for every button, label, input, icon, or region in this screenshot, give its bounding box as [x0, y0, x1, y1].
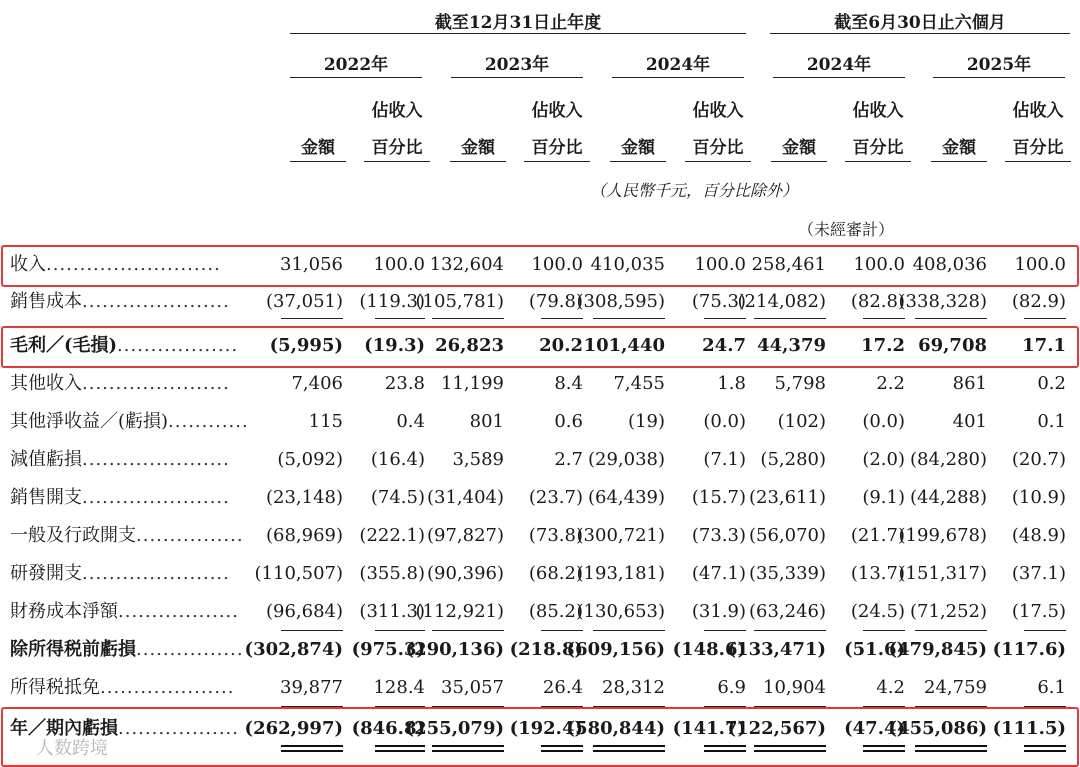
col-header-pct-top: 佔收入 [531, 101, 583, 121]
year-header: 2024年 [645, 55, 711, 75]
subtotal-rule [915, 706, 987, 707]
cell-percentage: (19.3) [364, 335, 425, 356]
cell-percentage: (47.1) [691, 563, 746, 584]
cell-amount: (130,653) [576, 601, 665, 622]
row-label-text: 財務成本淨額 [10, 601, 118, 622]
col-header-pct-bottom: 百分比 [1012, 138, 1064, 158]
cell-amount: (102) [777, 411, 826, 432]
cell-percentage: 26.4 [542, 677, 583, 698]
col-header-amount-rule [771, 161, 827, 162]
cell-amount: (23,148) [265, 487, 343, 508]
col-header-amount: 金額 [301, 138, 335, 158]
cell-percentage: (13.7) [850, 563, 905, 584]
cell-amount: 132,604 [429, 254, 504, 275]
cell-amount: 101,440 [583, 335, 665, 356]
year-header-rule [451, 77, 583, 78]
cell-amount: 861 [952, 373, 987, 394]
header-period-fy-rule [290, 33, 746, 34]
cell-amount: (290,136) [405, 639, 504, 660]
cell-percentage: 6.1 [1037, 677, 1066, 698]
subtotal-rule [541, 318, 583, 319]
row-label [10, 676, 234, 700]
cell-percentage: (48.9) [1011, 525, 1066, 546]
header-period-fy: 截至12月31日止年度 [434, 13, 602, 33]
unit-note: （人民幣千元，百分比除外） [590, 181, 799, 200]
subtotal-rule [541, 630, 583, 631]
year-header: 2025年 [966, 55, 1032, 75]
cell-amount: 258,461 [751, 254, 826, 275]
total-double-rule [281, 745, 343, 752]
cell-amount: (31,404) [426, 487, 504, 508]
cell-amount: 115 [308, 411, 343, 432]
row-label-text: 毛利／(毛損) [10, 335, 118, 356]
cell-percentage: (2.0) [862, 449, 905, 470]
cell-amount: (255,079) [405, 718, 504, 739]
row-label [10, 600, 239, 624]
row-leader-dots: ...................... [82, 487, 230, 508]
row-label-text: 除所得税前虧損 [10, 639, 136, 660]
cell-percentage: (16.4) [370, 449, 425, 470]
col-header-amount: 金額 [621, 138, 655, 158]
total-double-rule [754, 745, 826, 752]
row-label [10, 562, 230, 586]
cell-amount: (214,082) [737, 291, 826, 312]
cell-amount: (5,092) [277, 449, 343, 470]
year-header-rule [773, 77, 905, 78]
cell-percentage: 23.8 [384, 373, 425, 394]
col-header-pct-rule [364, 161, 430, 162]
cell-percentage: 20.2 [539, 335, 583, 356]
cell-amount: (112,921) [415, 601, 504, 622]
cell-amount: (56,070) [748, 525, 826, 546]
cell-amount: (300,721) [576, 525, 665, 546]
watermark: 人数跨境 [36, 738, 108, 759]
cell-percentage: 17.2 [861, 335, 905, 356]
col-header-pct-rule [1005, 161, 1071, 162]
year-header: 2022年 [323, 55, 389, 75]
row-label [10, 410, 249, 434]
cell-amount: (64,439) [587, 487, 665, 508]
subtotal-rule [593, 706, 665, 707]
row-label-text: 收入 [10, 254, 46, 275]
row-leader-dots: .................. [118, 718, 239, 739]
row-leader-dots: ...................... [82, 291, 230, 312]
cell-percentage: 128.4 [373, 677, 425, 698]
cell-percentage: (846.8) [351, 718, 425, 739]
cell-percentage: 0.4 [396, 411, 425, 432]
row-label-text: 減值虧損 [10, 449, 82, 470]
total-double-rule [593, 745, 665, 752]
cell-percentage: (74.5) [370, 487, 425, 508]
col-header-amount: 金額 [782, 138, 816, 158]
cell-percentage: 0.1 [1037, 411, 1066, 432]
row-leader-dots: ............ [168, 411, 249, 432]
row-label-text: 銷售開支 [10, 487, 82, 508]
cell-amount: (84,280) [909, 449, 987, 470]
subtotal-rule [863, 630, 905, 631]
cell-amount: 44,379 [757, 335, 826, 356]
cell-percentage: 100.0 [373, 254, 425, 275]
cell-percentage: (73.8) [528, 525, 583, 546]
row-label [10, 486, 230, 510]
cell-amount: 31,056 [280, 254, 343, 275]
subtotal-rule [863, 318, 905, 319]
cell-percentage: (10.9) [1011, 487, 1066, 508]
subtotal-rule [754, 318, 826, 319]
cell-percentage: (23.7) [528, 487, 583, 508]
row-label [10, 448, 230, 472]
cell-amount: (5,995) [269, 335, 343, 356]
cell-amount: 69,708 [918, 335, 987, 356]
cell-amount: (455,086) [888, 718, 987, 739]
cell-amount: 401 [952, 411, 987, 432]
col-header-amount-rule [290, 161, 346, 162]
cell-percentage: (218.8) [509, 639, 583, 660]
cell-percentage: 6.9 [717, 677, 746, 698]
cell-percentage: (9.1) [862, 487, 905, 508]
cell-percentage: (37.1) [1011, 563, 1066, 584]
year-header: 2024年 [806, 55, 872, 75]
cell-amount: 28,312 [602, 677, 665, 698]
cell-percentage: (355.8) [359, 563, 425, 584]
total-double-rule [432, 745, 504, 752]
cell-percentage: 0.2 [1037, 373, 1066, 394]
total-double-rule [1024, 745, 1066, 752]
row-label-text: 其他收入 [10, 373, 82, 394]
subtotal-rule [375, 706, 425, 707]
cell-amount: (63,246) [748, 601, 826, 622]
col-header-pct-top: 佔收入 [1012, 101, 1064, 121]
col-header-pct-bottom: 百分比 [692, 138, 744, 158]
cell-amount: (96,684) [265, 601, 343, 622]
subtotal-rule [1024, 706, 1066, 707]
cell-percentage: 100.0 [531, 254, 583, 275]
row-label-text: 年／期內虧損 [10, 718, 118, 739]
total-double-rule [915, 745, 987, 752]
cell-amount: 3,589 [452, 449, 504, 470]
subtotal-rule [863, 706, 905, 707]
cell-amount: (68,969) [265, 525, 343, 546]
cell-amount: (151,317) [898, 563, 987, 584]
cell-percentage: (51.6) [844, 639, 905, 660]
cell-percentage: (21.7) [850, 525, 905, 546]
subtotal-rule [281, 706, 343, 707]
col-header-pct-top: 佔收入 [852, 101, 904, 121]
cell-amount: (105,781) [415, 291, 504, 312]
cell-percentage: (85.2) [528, 601, 583, 622]
header-period-hy-rule [770, 33, 1070, 34]
row-label-text: 一般及行政開支 [10, 525, 136, 546]
row-leader-dots: .................. [117, 335, 239, 356]
cell-percentage: 2.7 [554, 449, 583, 470]
cell-amount: (110,507) [254, 563, 343, 584]
col-header-pct-rule [685, 161, 751, 162]
year-header-rule [612, 77, 744, 78]
row-label [10, 253, 221, 277]
cell-percentage: (24.5) [850, 601, 905, 622]
cell-percentage: (119.3) [359, 291, 425, 312]
cell-percentage: (47.4) [844, 718, 905, 739]
row-label [10, 638, 244, 662]
row-label [10, 334, 238, 358]
cell-percentage: 0.6 [554, 411, 583, 432]
col-header-pct-top: 佔收入 [692, 101, 744, 121]
cell-percentage: 24.7 [702, 335, 746, 356]
row-leader-dots: ...................... [82, 449, 230, 470]
cell-percentage: (79.8) [528, 291, 583, 312]
cell-percentage: (111.5) [992, 718, 1066, 739]
cell-amount: (199,678) [898, 525, 987, 546]
subtotal-rule [915, 318, 987, 319]
cell-percentage: (17.5) [1011, 601, 1066, 622]
cell-percentage: (20.7) [1011, 449, 1066, 470]
subtotal-rule [541, 706, 583, 707]
total-double-rule [704, 745, 746, 752]
cell-amount: 10,904 [763, 677, 826, 698]
subtotal-rule [704, 318, 746, 319]
cell-percentage: 17.1 [1022, 335, 1066, 356]
cell-percentage: (117.6) [992, 639, 1066, 660]
row-label [10, 524, 244, 548]
subtotal-rule [593, 318, 665, 319]
total-double-rule [541, 745, 583, 752]
cell-percentage: (75.3) [691, 291, 746, 312]
unaudited-note: （未經審計） [798, 220, 895, 239]
col-header-pct-top: 佔收入 [371, 101, 423, 121]
cell-percentage: 100.0 [694, 254, 746, 275]
cell-amount: 11,199 [441, 373, 504, 394]
row-label-text: 研發開支 [10, 563, 82, 584]
cell-percentage: 4.2 [876, 677, 905, 698]
row-leader-dots: .................... [100, 677, 235, 698]
row-label-text: 其他淨收益／(虧損) [10, 411, 169, 432]
subtotal-rule [281, 318, 343, 319]
year-header-rule [290, 77, 422, 78]
cell-amount: (23,611) [748, 487, 826, 508]
subtotal-rule [432, 318, 504, 319]
row-leader-dots: .................. [118, 601, 239, 622]
cell-percentage: (192.4) [509, 718, 583, 739]
subtotal-rule [1024, 630, 1066, 631]
cell-amount: (609,156) [566, 639, 665, 660]
cell-percentage: (68.2) [528, 563, 583, 584]
cell-amount: 35,057 [441, 677, 504, 698]
cell-percentage: (82.8) [850, 291, 905, 312]
subtotal-rule [915, 630, 987, 631]
row-leader-dots: ................ [136, 639, 244, 660]
cell-amount: (133,471) [727, 639, 826, 660]
subtotal-rule [432, 706, 504, 707]
cell-amount: 7,406 [291, 373, 343, 394]
cell-amount: 26,823 [435, 335, 504, 356]
cell-percentage: 1.8 [717, 373, 746, 394]
subtotal-rule [375, 630, 425, 631]
cell-amount: 39,877 [280, 677, 343, 698]
cell-amount: (37,051) [265, 291, 343, 312]
cell-amount: (193,181) [576, 563, 665, 584]
col-header-amount-rule [450, 161, 506, 162]
subtotal-rule [1024, 318, 1066, 319]
header-period-hy: 截至6月30日止六個月 [834, 13, 1006, 33]
row-leader-dots: .......................... [46, 254, 221, 275]
cell-amount: (97,827) [426, 525, 504, 546]
cell-percentage: (975.3) [351, 639, 425, 660]
cell-amount: (71,252) [909, 601, 987, 622]
col-header-amount: 金額 [942, 138, 976, 158]
cell-percentage: (148.6) [672, 639, 746, 660]
col-header-amount: 金額 [461, 138, 495, 158]
cell-percentage: (15.7) [691, 487, 746, 508]
cell-amount: (35,339) [748, 563, 826, 584]
col-header-amount-rule [610, 161, 666, 162]
year-header: 2023年 [484, 55, 550, 75]
cell-amount: (44,288) [909, 487, 987, 508]
row-label-text: 所得税抵免 [10, 677, 100, 698]
row-label-text: 銷售成本 [10, 291, 82, 312]
cell-percentage: (0.0) [703, 411, 746, 432]
cell-amount: (19) [628, 411, 665, 432]
cell-percentage: 100.0 [1014, 254, 1066, 275]
cell-amount: (338,328) [898, 291, 987, 312]
cell-amount: (580,844) [566, 718, 665, 739]
subtotal-rule [281, 630, 343, 631]
total-double-rule [863, 745, 905, 752]
cell-amount: (262,997) [244, 718, 343, 739]
col-header-amount-rule [931, 161, 987, 162]
row-label [10, 290, 230, 314]
cell-amount: (308,595) [576, 291, 665, 312]
row-leader-dots: ................ [136, 525, 244, 546]
cell-percentage: 100.0 [853, 254, 905, 275]
cell-percentage: (0.0) [862, 411, 905, 432]
subtotal-rule [432, 630, 504, 631]
col-header-pct-bottom: 百分比 [531, 138, 583, 158]
subtotal-rule [375, 318, 425, 319]
cell-amount: 5,798 [774, 373, 826, 394]
cell-percentage: (73.3) [691, 525, 746, 546]
subtotal-rule [593, 630, 665, 631]
cell-amount: (5,280) [760, 449, 826, 470]
cell-amount: 24,759 [924, 677, 987, 698]
row-label [10, 372, 230, 396]
total-double-rule [375, 745, 425, 752]
col-header-pct-bottom: 百分比 [371, 138, 423, 158]
subtotal-rule [704, 706, 746, 707]
cell-amount: (302,874) [244, 639, 343, 660]
cell-amount: (29,038) [587, 449, 665, 470]
subtotal-rule [754, 630, 826, 631]
col-header-pct-rule [845, 161, 911, 162]
cell-amount: (479,845) [888, 639, 987, 660]
cell-percentage: (311.3) [359, 601, 425, 622]
cell-amount: 408,036 [912, 254, 987, 275]
cell-percentage: (222.1) [359, 525, 425, 546]
cell-amount: 7,455 [613, 373, 665, 394]
subtotal-rule [754, 706, 826, 707]
col-header-pct-rule [524, 161, 590, 162]
cell-amount: 801 [469, 411, 504, 432]
cell-amount: 410,035 [590, 254, 665, 275]
cell-amount: (122,567) [727, 718, 826, 739]
year-header-rule [933, 77, 1065, 78]
cell-percentage: (31.9) [691, 601, 746, 622]
subtotal-rule [704, 630, 746, 631]
cell-percentage: 8.4 [554, 373, 583, 394]
cell-percentage: (7.1) [703, 449, 746, 470]
row-leader-dots: ...................... [82, 373, 230, 394]
cell-percentage: (82.9) [1011, 291, 1066, 312]
col-header-pct-bottom: 百分比 [852, 138, 904, 158]
cell-percentage: 2.2 [876, 373, 905, 394]
cell-percentage: (141.7) [672, 718, 746, 739]
row-leader-dots: ...................... [82, 563, 230, 584]
cell-amount: (90,396) [426, 563, 504, 584]
